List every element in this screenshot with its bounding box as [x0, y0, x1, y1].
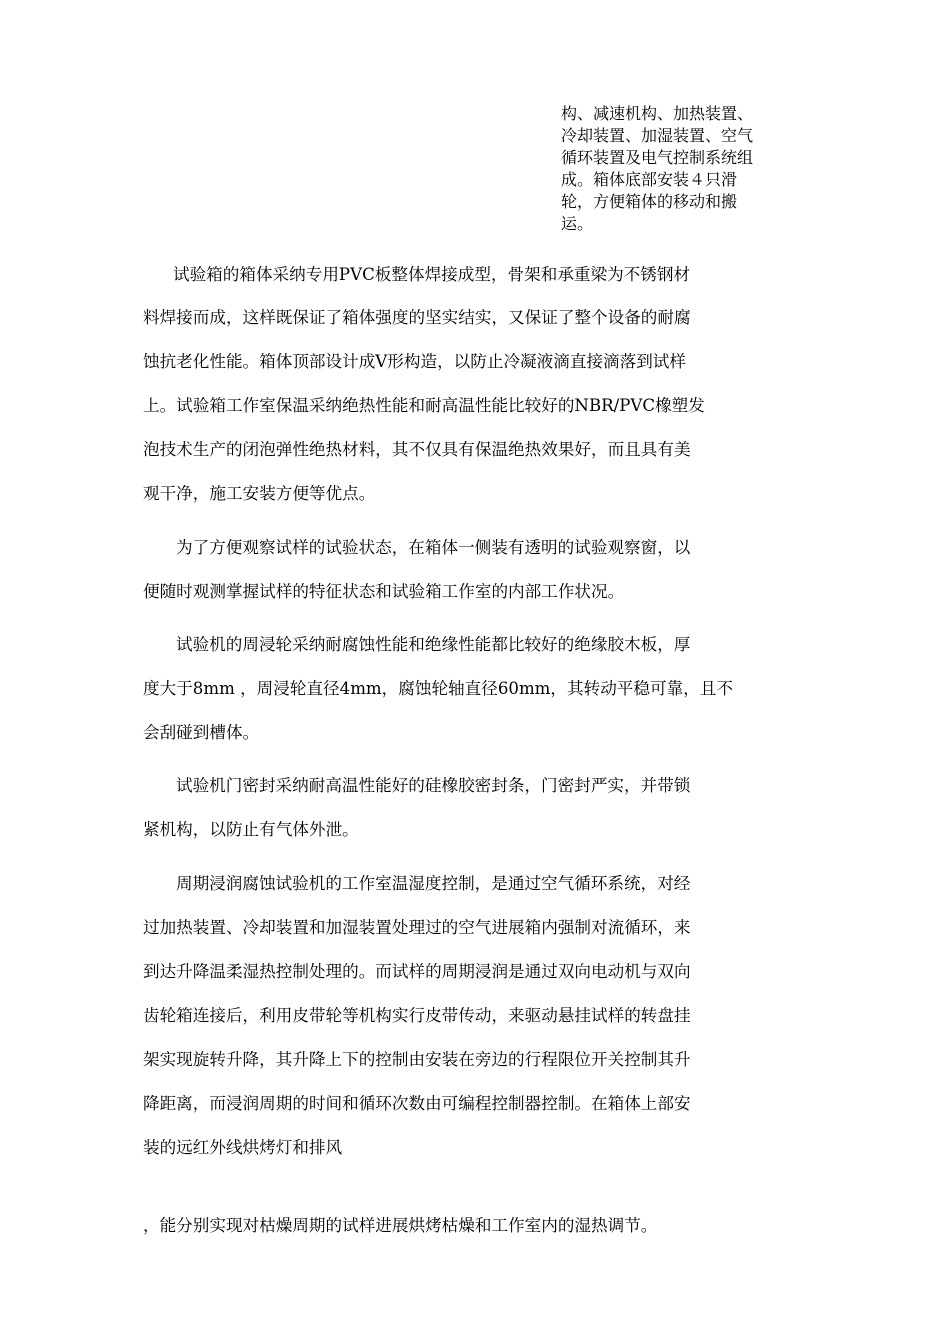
- paragraph-line: ，能分别实现对枯燥周期的试样进展烘烤枯燥和工作室内的湿热调节。: [143, 1216, 658, 1235]
- paragraph-door-seal: [143, 774, 827, 842]
- paragraph-line: 便随时观测掌握试样的特征状态和试验箱工作室的内部工作状况。: [143, 582, 625, 601]
- paragraph-line: 试验机的周浸轮采纳耐腐蚀性能和绝缘性能都比较好的绝缘胶木板，厚: [176, 635, 691, 654]
- side-text-line: 冷却装置、加湿装置、空气: [561, 126, 754, 145]
- paragraph-line: 过加热装置、冷却装置和加湿装置处理过的空气进展箱内强制对流循环，来: [143, 918, 691, 937]
- side-text-line: 循环装置及电气控制系统组: [561, 148, 754, 167]
- side-text-line: 轮，方便箱体的移动和搬: [561, 192, 738, 211]
- paragraph-line: 会刮碰到槽体。: [143, 723, 260, 742]
- paragraph-line: 上。试验箱工作室保温采纳绝热性能和耐高温性能比较好的NBR/PVC橡塑发: [143, 396, 705, 415]
- body-text: [143, 263, 827, 1238]
- paragraph-line: 度大于8mm ，周浸轮直径4mm，腐蚀轮轴直径60mm，其转动平稳可靠，且不: [143, 679, 733, 698]
- paragraph-control-system: [143, 872, 827, 1160]
- paragraph-line: 架实现旋转升降，其升降上下的控制由安装在旁边的行程限位开关控制其升: [143, 1050, 691, 1069]
- paragraph-line: 为了方便观察试样的试验状态，在箱体一侧装有透明的试验观察窗，以: [176, 538, 691, 557]
- side-text-line: 成。箱体底部安装４只滑: [561, 170, 738, 189]
- paragraph-line: 降距离，而浸润周期的时间和循环次数由可编程控制器控制。在箱体上部安: [143, 1094, 691, 1113]
- paragraph-line: 紧机构，以防止有气体外泄。: [143, 820, 359, 839]
- paragraph-line: 料焊接而成，这样既保证了箱体强度的坚实结实，又保证了整个设备的耐腐: [143, 308, 691, 327]
- paragraph-line: 齿轮箱连接后，利用皮带轮等机构实行皮带传动，来驱动悬挂试样的转盘挂: [143, 1006, 691, 1025]
- paragraph-line: 试验箱的箱体采纳专用PVC板整体焊接成型，骨架和承重梁为不锈钢材: [173, 265, 691, 284]
- paragraph-line: 蚀抗老化性能。箱体顶部设计成V形构造，以防止冷凝液滴直接滴落到试样: [143, 352, 686, 371]
- paragraph-observation-window: [143, 536, 827, 604]
- paragraph-line: 试验机门密封采纳耐高温性能好的硅橡胶密封条，门密封严实，并带锁: [176, 776, 691, 795]
- paragraph-line: 到达升降温柔湿热控制处理的。而试样的周期浸润是通过双向电动机与双向: [143, 962, 691, 981]
- side-text-line: 运。: [561, 214, 594, 233]
- paragraph-line: 周期浸润腐蚀试验机的工作室温湿度控制，是通过空气循环系统，对经: [176, 874, 691, 893]
- paragraph-line: 观干净，施工安装方便等优点。: [143, 484, 376, 503]
- side-text-column: [561, 103, 811, 235]
- side-text-line: 构、减速机构、加热装置、: [561, 104, 754, 123]
- paragraph-drying: [143, 1214, 827, 1238]
- paragraph-immersion-wheel: [143, 633, 827, 745]
- paragraph-line: 泡技术生产的闭泡弹性绝热材料，其不仅具有保温绝热效果好，而且具有美: [143, 440, 691, 459]
- paragraph-case-material: [143, 263, 827, 506]
- paragraph-line: 装的远红外线烘烤灯和排风: [143, 1138, 343, 1157]
